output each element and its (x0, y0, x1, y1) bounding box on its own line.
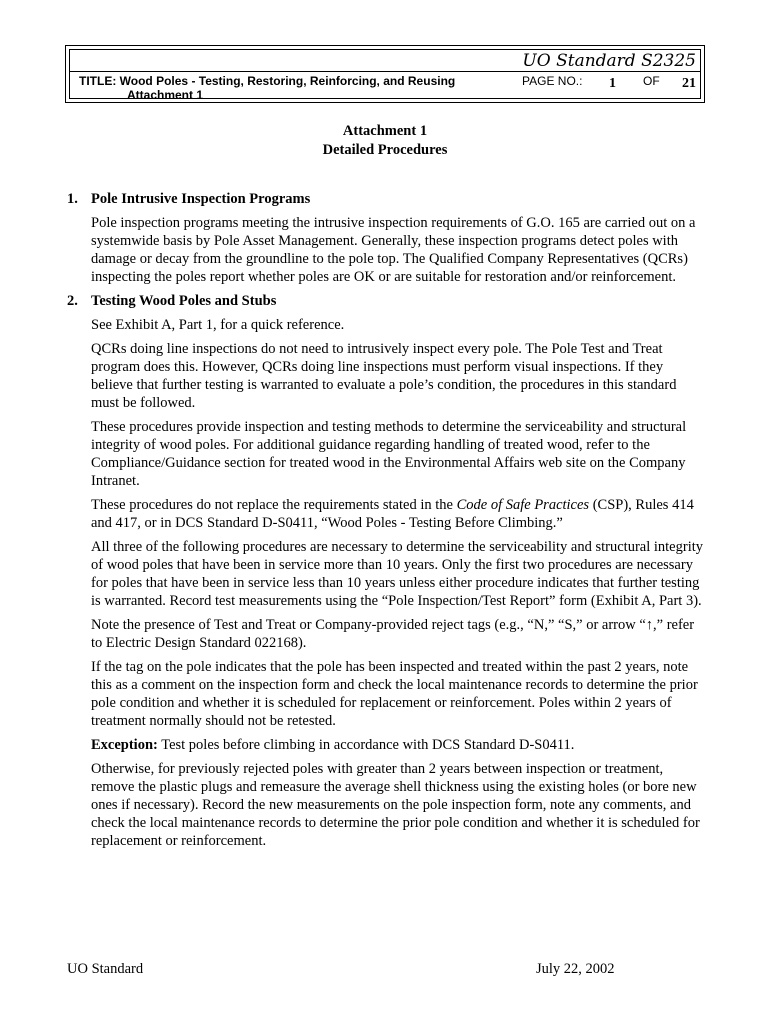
page-label: PAGE NO.: (522, 74, 583, 88)
page-title (0, 122, 770, 160)
section-heading (67, 190, 707, 208)
text-run: These procedures do not replace the requirements stated in the (91, 497, 457, 513)
paragraph: If the tag on the pole indicates that the pole has been inspected and treated within the past 2 years, note this as a comment on the inspection form and check the local maintenance records to determine the prior pole condition and whether it is scheduled for replacement or reinforcement. Poles within 2 years of treatment normally should not be retested. (91, 659, 698, 729)
section-title: Testing Wood Poles and Stubs (91, 293, 277, 309)
paragraph: All three of the following procedures are necessary to determine the serviceability and structural integrity of wood poles that have been in service more than 10 years. Only the first two procedures are necessary for poles that have been in service less than 10 years unless either procedure indicates that further testing is warranted. Record test measurements using the “Pole Inspection/Test Report” form (Exhibit A, Part 3). (91, 539, 703, 609)
standard-number: UO Standard S2325 (522, 51, 696, 71)
exception-paragraph (91, 736, 707, 754)
text-run: (CSP), Rules 414 and 417, or in DCS Standard D-S0411, “Wood Poles - Testing Before Climbing.” (91, 497, 694, 531)
document-header (65, 45, 705, 103)
title-line-2: Attachment 1 (127, 88, 204, 102)
footer-left: UO Standard (67, 961, 144, 977)
page-title-line-1: Attachment 1 (342, 123, 428, 139)
document-title-block (79, 74, 455, 102)
title-line-1: TITLE: Wood Poles - Testing, Restoring, Reinforcing, and Reusing (79, 74, 456, 88)
header-divider (70, 71, 700, 72)
code-of-safe-practices-reference: Code of Safe Practices (456, 497, 590, 513)
paragraph: Otherwise, for previously rejected poles with greater than 2 years between inspection or treatment, remove the plastic plugs and remeasure the average shell thickness using the existing holes (or bore new ones if necessary). Record the new measurements on the pole inspection form, note any comments, and check the local maintenance records to determine the prior pole condition and whether it is scheduled for replacement or reinforcement. (91, 761, 700, 849)
exception-label: Exception: (91, 737, 158, 753)
paragraph: Note the presence of Test and Treat or Company-provided reject tags (e.g., “N,” “S,” or arrow “↑,” refer to Electric Design Standard 022168). (91, 617, 695, 651)
page-total: 21 (682, 76, 696, 91)
section-heading (67, 292, 707, 310)
header-inner-frame (69, 49, 701, 102)
section-title: Pole Intrusive Inspection Programs (91, 191, 311, 207)
exception-text: Test poles before climbing in accordance with DCS Standard D-S0411. (157, 737, 575, 753)
section-number: 1. (67, 191, 78, 207)
paragraph: QCRs doing line inspections do not need to intrusively inspect every pole. The Pole Test and Treat program does this. However, QCRs doing line inspections must perform visual inspections. If they believe that further testing is warranted to evaluate a pole’s condition, the procedures in this standard must be followed. (91, 341, 677, 411)
paragraph: See Exhibit A, Part 1, for a quick reference. (91, 317, 345, 333)
paragraph: These procedures provide inspection and testing methods to determine the serviceability and structural integrity of wood poles. For additional guidance regarding handling of treated wood, refer to the Compliance/Guidance section for treated wood in the Environmental Affairs web site on the Company Intranet. (91, 419, 687, 489)
page-number: 1 (609, 76, 616, 91)
page-title-line-2: Detailed Procedures (322, 142, 448, 158)
document-body (67, 190, 707, 856)
paragraph: Pole inspection programs meeting the intrusive inspection requirements of G.O. 165 are carried out on a systemwide basis by Pole Asset Management. Generally, these inspection programs detect poles with damage or decay from the groundline to the pole top. The Qualified Company Representatives (QCRs) inspecting the poles report whether poles are OK or are suitable for restoration and/or reinforcement. (91, 215, 696, 285)
paragraph (91, 496, 707, 532)
section-number: 2. (67, 293, 78, 309)
of-label: OF (643, 74, 660, 88)
footer-date: July 22, 2002 (536, 961, 615, 977)
